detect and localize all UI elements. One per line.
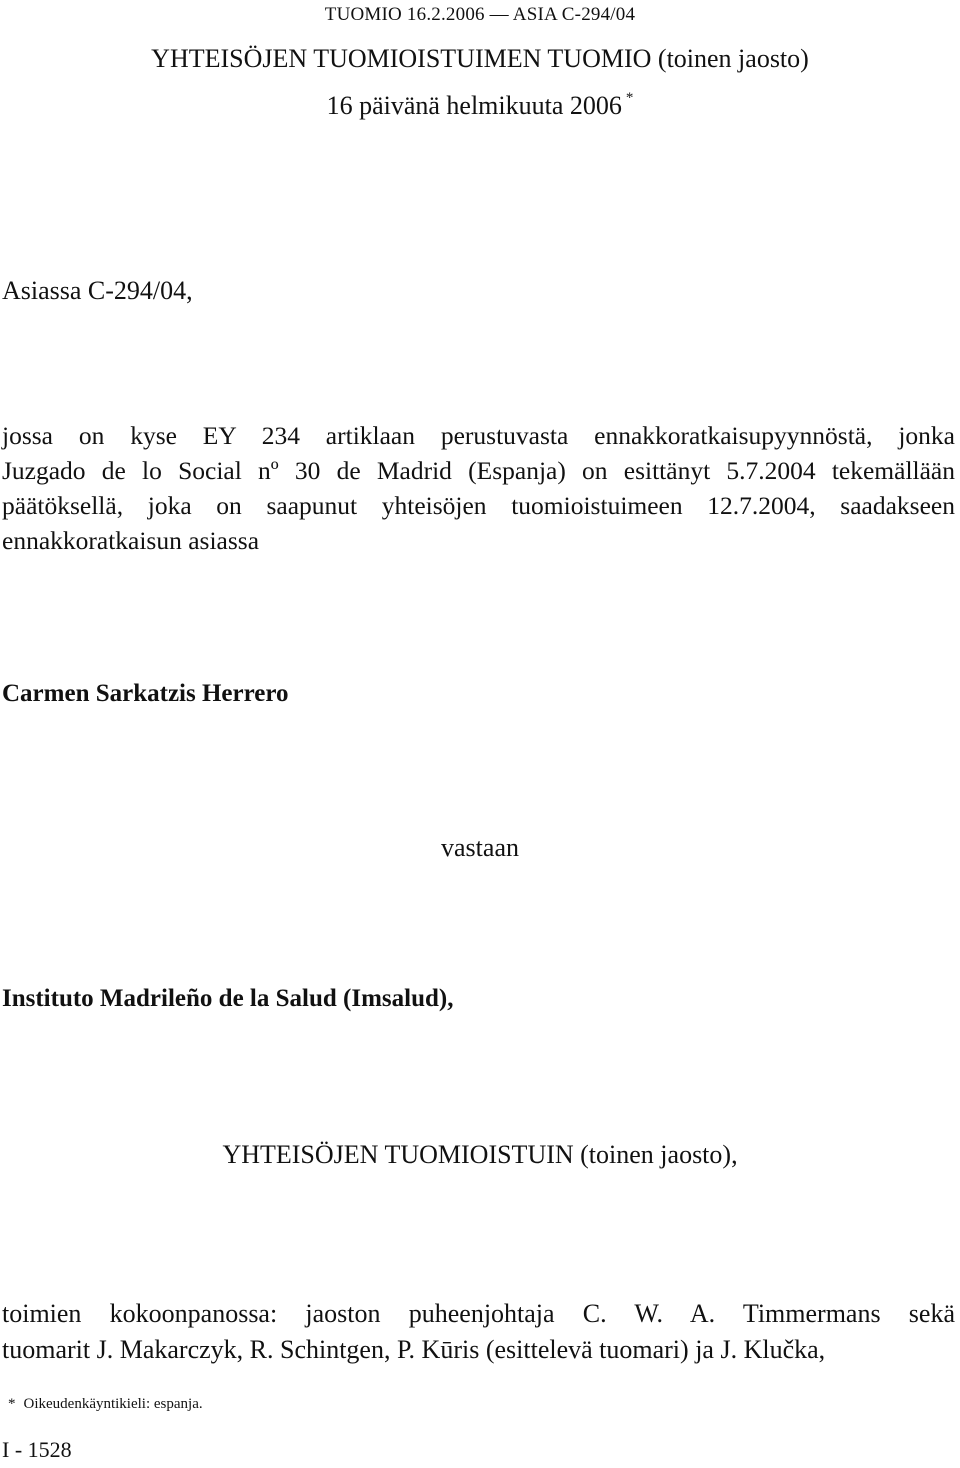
applicant-name: Carmen Sarkatzis Herrero — [2, 680, 289, 707]
composition-line: tuomarit J. Makarczyk, R. Schintgen, P. Kūris (esittelevä tuomari) ja J. Klučka, — [2, 1335, 826, 1364]
versus-label: vastaan — [441, 833, 519, 862]
judgment-date-text: 16 päivänä helmikuuta 2006 — [326, 91, 622, 120]
running-head: TUOMIO 16.2.2006 — ASIA C-294/04 — [324, 4, 636, 25]
case-number: Asiassa C-294/04, — [2, 276, 193, 305]
intro-line: päätöksellä, joka on saapunut yhteisöjen tuomioistuimeen 12.7.2004, saadakseen — [2, 491, 955, 520]
footnote-mark: * — [8, 1396, 16, 1412]
defendant-name: Instituto Madrileño de la Salud (Imsalud), — [2, 985, 454, 1012]
page-number: I - 1528 — [2, 1437, 72, 1462]
intro-line: jossa on kyse EY 234 artiklaan perustuvasta ennakkoratkaisupyynnöstä, jonka — [2, 421, 955, 450]
intro-line: ennakkoratkaisun asiassa — [2, 526, 260, 555]
intro-line: Juzgado de lo Social nº 30 de Madrid (Espanja) on esittänyt 5.7.2004 tekemällään — [2, 456, 955, 485]
court-name: YHTEISÖJEN TUOMIOISTUIN (toinen jaosto), — [222, 1140, 738, 1169]
footnote-reference: * — [625, 90, 634, 106]
judgment-title: YHTEISÖJEN TUOMIOISTUIMEN TUOMIO (toinen jaosto) — [151, 44, 809, 73]
judgment-date — [0, 90, 960, 121]
court-composition — [2, 1296, 955, 1368]
footnote — [8, 1396, 203, 1413]
footnote-text: Oikeudenkäyntikieli: espanja. — [23, 1396, 203, 1412]
intro-paragraph — [2, 418, 955, 558]
composition-line: toimien kokoonpanossa: jaoston puheenjohtaja C. W. A. Timmermans sekä — [2, 1299, 955, 1328]
